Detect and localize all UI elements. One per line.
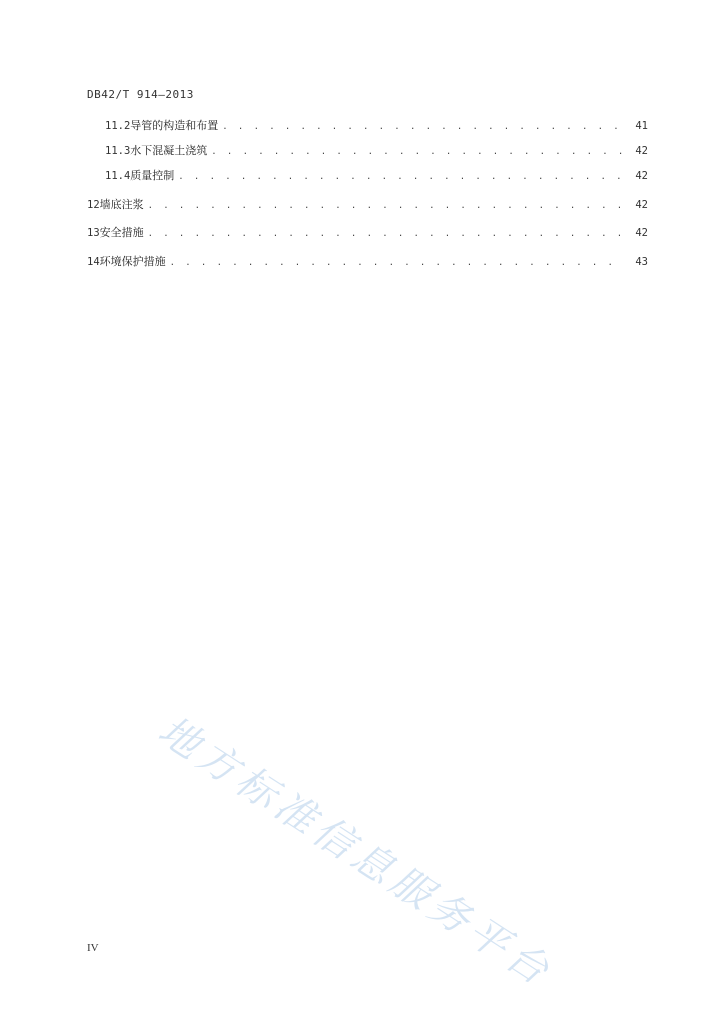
- toc-dot-leader: [148, 226, 624, 242]
- toc-entry-number: 12: [87, 199, 100, 211]
- toc-entry-number: 14: [87, 256, 100, 268]
- toc-entry-page: 42: [635, 170, 648, 182]
- toc-dot-leader: [148, 198, 624, 214]
- toc-entry-number: 13: [87, 227, 100, 239]
- toc-dot-leader: [222, 119, 624, 135]
- toc-entry-number: 11.2: [105, 120, 131, 132]
- toc-entry-number: 11.4: [105, 170, 131, 182]
- toc-entry-title: 安全措施: [99, 226, 144, 239]
- toc-entry-14[interactable]: [87, 254, 648, 270]
- toc-entry-page: 42: [635, 199, 648, 211]
- toc-entry-11-2[interactable]: [87, 118, 648, 134]
- toc-dot-leader: [211, 144, 624, 160]
- toc-entry-title: 导管的构造和布置: [130, 119, 219, 132]
- toc-entry-title: 水下混凝土浇筑: [130, 144, 208, 157]
- toc-entry-12[interactable]: [87, 197, 648, 213]
- toc-entry-11-4[interactable]: [87, 168, 648, 184]
- watermark: 地方标准信息服务平台: [150, 707, 561, 997]
- toc-dot-leader: [178, 169, 624, 185]
- toc-entry-page: 42: [635, 145, 648, 157]
- toc-entry-title: 墙底注浆: [99, 198, 144, 211]
- toc-dot-leader: [170, 255, 624, 271]
- toc-entry-11-3[interactable]: [87, 143, 648, 159]
- page-number: IV: [87, 942, 99, 954]
- toc-entry-page: 41: [635, 120, 648, 132]
- toc-entry-13[interactable]: [87, 225, 648, 241]
- toc-entry-page: 43: [635, 256, 648, 268]
- toc-entry-page: 42: [635, 227, 648, 239]
- document-code: DB42/T 914—2013: [87, 88, 194, 101]
- toc-entry-title: 质量控制: [130, 169, 175, 182]
- toc-entry-number: 11.3: [105, 145, 131, 157]
- toc-entry-title: 环境保护措施: [99, 255, 166, 268]
